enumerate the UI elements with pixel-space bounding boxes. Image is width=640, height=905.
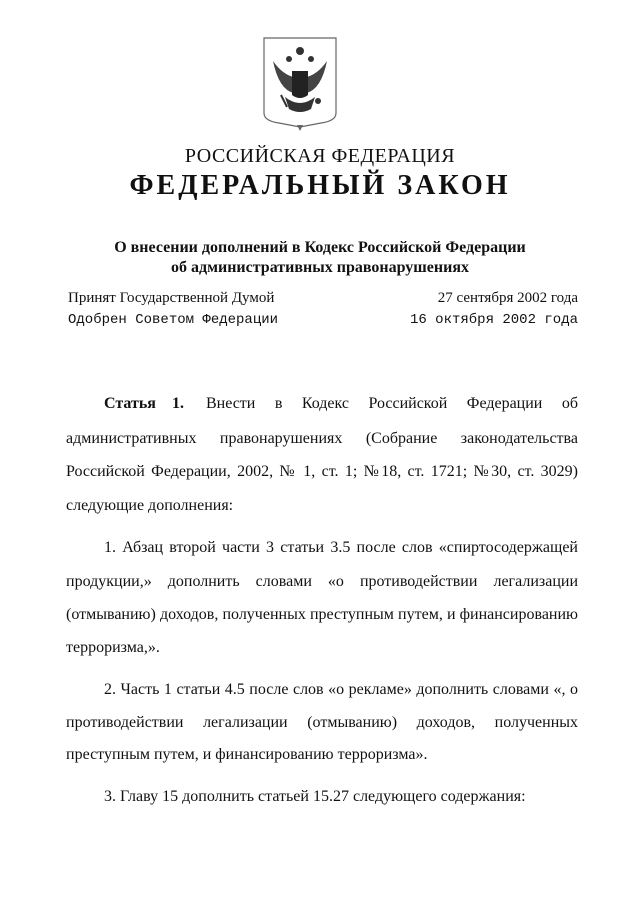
body-line-text: Внести в Кодекс Российской Федерации об	[205, 395, 578, 412]
body-line-text: Российской Федерации, 2002, № 1, ст. 1; №18, ст. 1721; №30, ст. 3029)	[66, 463, 578, 480]
body-line	[66, 463, 578, 481]
body-line	[104, 788, 578, 806]
law-subject	[0, 238, 640, 278]
body-line	[104, 395, 578, 413]
body-line-text: продукции,» дополнить словами «о противодействии легализации	[66, 573, 578, 590]
body-line	[66, 714, 578, 732]
coat-of-arms-emblem	[261, 35, 339, 133]
article-label: Статья 1.	[104, 395, 184, 412]
body-line-text: 1. Абзац второй части 3 статьи 3.5 после слов «спиртосодержащей	[104, 539, 578, 556]
council-approval	[68, 312, 578, 328]
country-heading: РОССИЙСКАЯ ФЕДЕРАЦИЯ	[184, 145, 456, 167]
body-line-text: терроризма,».	[66, 639, 160, 656]
body-line-text: административных правонарушениях (Собрание законодательства	[66, 430, 578, 447]
body-line-text: следующие дополнения:	[66, 497, 234, 514]
council-date: 16 октября 2002 года	[409, 312, 578, 328]
body-line-text: 2. Часть 1 статьи 4.5 после слов «о рекламе» дополнить словами «, о	[104, 681, 578, 698]
body-line	[66, 639, 578, 657]
body-line-text: 3. Главу 15 дополнить статьей 15.27 следующего содержания:	[104, 788, 526, 805]
subject-line: об административных правонарушениях	[171, 259, 469, 276]
subject-line: О внесении дополнений в Кодекс Российской Федерации	[114, 239, 526, 256]
body-line-text: (отмыванию) доходов, полученных преступным путем, и финансированию	[66, 606, 578, 623]
body-line	[104, 539, 578, 557]
body-line-text: преступным путем, и финансированию терроризма».	[66, 746, 428, 763]
body-line	[66, 497, 578, 515]
body-line	[104, 681, 578, 699]
council-label: Одобрен Советом Федерации	[68, 312, 279, 328]
duma-label: Принят Государственной Думой	[68, 290, 275, 306]
duma-date: 27 сентября 2002 года	[437, 290, 578, 306]
body-line-text: противодействии легализации (отмыванию) доходов, полученных	[66, 714, 578, 731]
body-line	[66, 606, 578, 624]
law-type-title: ФЕДЕРАЛЬНЫЙ ЗАКОН	[129, 170, 511, 201]
body-line	[66, 430, 578, 448]
body-line	[66, 573, 578, 591]
duma-adoption	[68, 290, 578, 307]
body-line	[66, 746, 578, 764]
